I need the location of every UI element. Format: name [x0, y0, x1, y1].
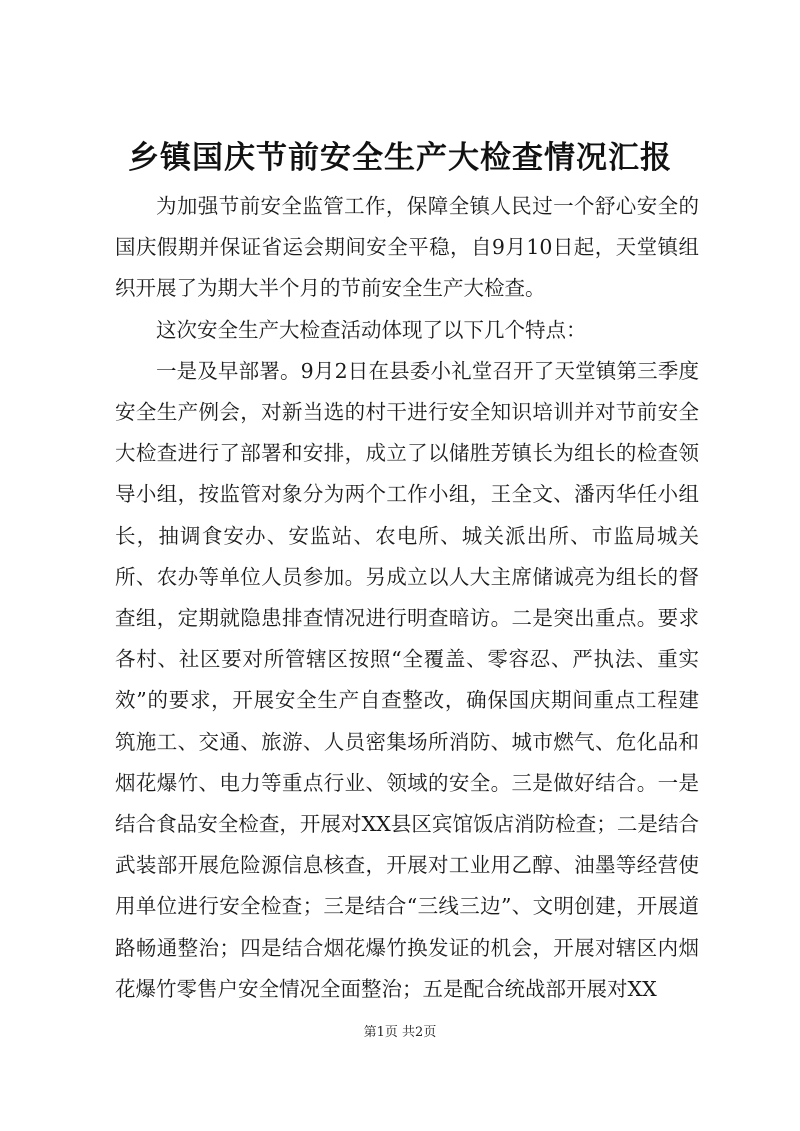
- paragraph-features-detail: 一是及早部署。9月2日在县委小礼堂召开了天堂镇第三季度安全生产例会，对新当选的村干进行安全知识培训并对节前安全大检查进行了部署和安排，成立了以储胜芳镇长为组长的检查领导小组，按监管对象分为两个工作小组，王全文、潘丙华任小组长，抽调食安办、安监站、农电所、城关派出所、市监局城关所、农办等单位人员参加。另成立以人大主席储诚亮为组长的督查组，定期就隐患排查情况进行明查暗访。二是突出重点。要求各村、社区要对所管辖区按照“全覆盖、零容忍、严执法、重实效”的要求，开展安全生产自查整改，确保国庆期间重点工程建筑施工、交通、旅游、人员密集场所消防、城市燃气、危化品和烟花爆竹、电力等重点行业、领域的安全。三是做好结合。一是结合食品安全检查，开展对XX县区宾馆饭店消防检查；二是结合武装部开展危险源信息核查，开展对工业用乙醇、油墨等经营使用单位进行安全检查；三是结合“三线三边”、文明创建，开展道路畅通整治；四是结合烟花爆竹换发证的机会，开展对辖区内烟花爆竹零售户安全情况全面整治；五是配合统战部开展对XX: [115, 358, 699, 1001]
- document-title: 乡镇国庆节前安全生产大检查情况汇报: [128, 140, 672, 176]
- page-number-footer: 第1页 共2页: [363, 1025, 437, 1040]
- document-body: [115, 186, 699, 1010]
- paragraph-features-lead: 这次安全生产大检查活动体现了以下几个特点：: [156, 317, 587, 342]
- paragraph-intro: 为加强节前安全监管工作，保障全镇人民过一个舒心安全的国庆假期并保证省运会期间安全平稳，自9月10日起，天堂镇组织开展了为期大半个月的节前安全生产大检查。: [115, 194, 699, 301]
